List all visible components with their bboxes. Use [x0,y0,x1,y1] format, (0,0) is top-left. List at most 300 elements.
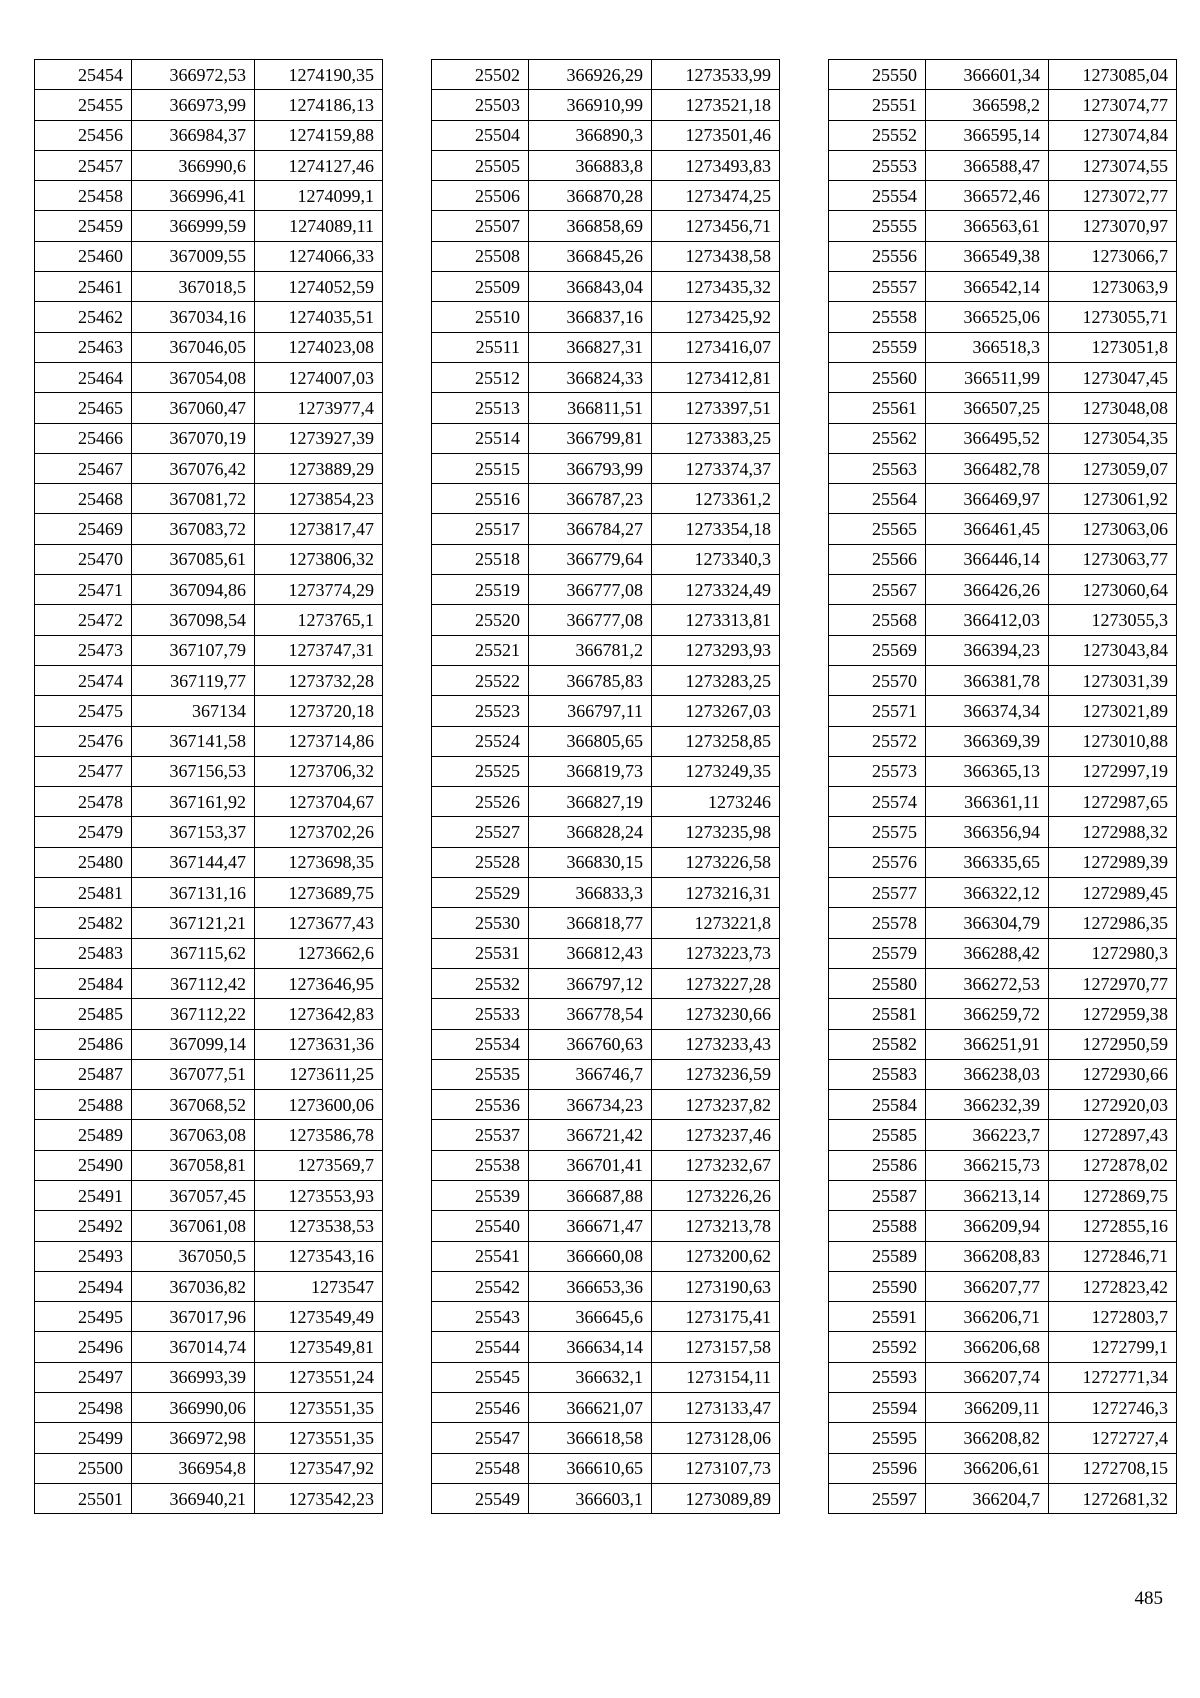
y-coordinate-cell: 1273190,63 [652,1271,780,1301]
point-number-cell: 25564 [829,484,926,514]
coordinates-table-1 [34,59,383,1514]
table-row [35,1423,383,1453]
x-coordinate-cell: 366777,08 [529,605,652,635]
table-row [829,696,1177,726]
table-row [829,1150,1177,1180]
y-coordinate-cell: 1273133,47 [652,1393,780,1423]
point-number-cell: 25533 [432,999,529,1029]
table-row [432,514,780,544]
x-coordinate-cell: 366645,6 [529,1302,652,1332]
y-coordinate-cell: 1272803,7 [1049,1302,1177,1332]
y-coordinate-cell: 1273313,81 [652,605,780,635]
table-row [432,1211,780,1241]
point-number-cell: 25508 [432,241,529,271]
point-number-cell: 25557 [829,272,926,302]
point-number-cell: 25579 [829,938,926,968]
page-number: 485 [1134,1588,1163,1609]
point-number-cell: 25455 [35,90,132,120]
x-coordinate-cell: 366374,34 [926,696,1049,726]
table-row [35,1059,383,1089]
y-coordinate-cell: 1274052,59 [255,272,383,302]
x-coordinate-cell: 366870,28 [529,181,652,211]
point-number-cell: 25531 [432,938,529,968]
y-coordinate-cell: 1273107,73 [652,1453,780,1483]
x-coordinate-cell: 366549,38 [926,241,1049,271]
point-number-cell: 25478 [35,787,132,817]
table-row [432,1302,780,1332]
point-number-cell: 25562 [829,423,926,453]
table-row [35,1393,383,1423]
x-coordinate-cell: 366996,41 [132,181,255,211]
y-coordinate-cell: 1272681,32 [1049,1483,1177,1513]
table-row [35,211,383,241]
x-coordinate-cell: 366671,47 [529,1211,652,1241]
x-coordinate-cell: 367121,21 [132,908,255,938]
y-coordinate-cell: 1273226,58 [652,847,780,877]
x-coordinate-cell: 366272,53 [926,968,1049,998]
point-number-cell: 25586 [829,1150,926,1180]
table-row [432,90,780,120]
table-row [432,696,780,726]
y-coordinate-cell: 1273283,25 [652,665,780,695]
table-row [35,362,383,392]
x-coordinate-cell: 366208,83 [926,1241,1049,1271]
y-coordinate-cell: 1273547 [255,1271,383,1301]
x-coordinate-cell: 366883,8 [529,150,652,180]
table-row [432,1362,780,1392]
table-row [432,878,780,908]
point-number-cell: 25464 [35,362,132,392]
x-coordinate-cell: 366830,15 [529,847,652,877]
table-row [829,787,1177,817]
y-coordinate-cell: 1272897,43 [1049,1120,1177,1150]
point-number-cell: 25479 [35,817,132,847]
x-coordinate-cell: 366833,3 [529,878,652,908]
table-row [829,181,1177,211]
x-coordinate-cell: 366259,72 [926,999,1049,1029]
point-number-cell: 25470 [35,544,132,574]
x-coordinate-cell: 367144,47 [132,847,255,877]
point-number-cell: 25506 [432,181,529,211]
table-row [35,423,383,453]
x-coordinate-cell: 366361,11 [926,787,1049,817]
table-row [35,1332,383,1362]
table-row [829,968,1177,998]
point-number-cell: 25518 [432,544,529,574]
point-number-cell: 25490 [35,1150,132,1180]
y-coordinate-cell: 1273543,16 [255,1241,383,1271]
point-number-cell: 25592 [829,1332,926,1362]
table-row [432,362,780,392]
y-coordinate-cell: 1273611,25 [255,1059,383,1089]
y-coordinate-cell: 1273569,7 [255,1150,383,1180]
point-number-cell: 25516 [432,484,529,514]
x-coordinate-cell: 366621,07 [529,1393,652,1423]
table-row [432,1453,780,1483]
y-coordinate-cell: 1273340,3 [652,544,780,574]
table-row [35,756,383,786]
x-coordinate-cell: 366610,65 [529,1453,652,1483]
y-coordinate-cell: 1273977,4 [255,393,383,423]
table-row [829,635,1177,665]
y-coordinate-cell: 1273063,06 [1049,514,1177,544]
point-number-cell: 25515 [432,453,529,483]
point-number-cell: 25558 [829,302,926,332]
table-row [432,635,780,665]
coordinates-table-3 [828,59,1177,1514]
table-row [432,726,780,756]
point-number-cell: 25500 [35,1453,132,1483]
x-coordinate-cell: 366973,99 [132,90,255,120]
table-row [829,120,1177,150]
y-coordinate-cell: 1273551,35 [255,1393,383,1423]
y-coordinate-cell: 1272799,1 [1049,1332,1177,1362]
table-row [35,968,383,998]
point-number-cell: 25468 [35,484,132,514]
table-row [35,90,383,120]
y-coordinate-cell: 1272987,65 [1049,787,1177,817]
y-coordinate-cell: 1273066,7 [1049,241,1177,271]
table-row [432,665,780,695]
table-row [829,1453,1177,1483]
x-coordinate-cell: 367161,92 [132,787,255,817]
x-coordinate-cell: 366304,79 [926,908,1049,938]
table-row [432,817,780,847]
table-row [35,181,383,211]
x-coordinate-cell: 367081,72 [132,484,255,514]
y-coordinate-cell: 1273074,84 [1049,120,1177,150]
x-coordinate-cell: 366507,25 [926,393,1049,423]
x-coordinate-cell: 366588,47 [926,150,1049,180]
point-number-cell: 25572 [829,726,926,756]
point-number-cell: 25483 [35,938,132,968]
y-coordinate-cell: 1273226,26 [652,1180,780,1210]
y-coordinate-cell: 1273154,11 [652,1362,780,1392]
y-coordinate-cell: 1273074,55 [1049,150,1177,180]
x-coordinate-cell: 366999,59 [132,211,255,241]
table-row [829,1423,1177,1453]
point-number-cell: 25544 [432,1332,529,1362]
point-number-cell: 25545 [432,1362,529,1392]
point-number-cell: 25463 [35,332,132,362]
x-coordinate-cell: 366843,04 [529,272,652,302]
point-number-cell: 25575 [829,817,926,847]
y-coordinate-cell: 1274089,11 [255,211,383,241]
point-number-cell: 25578 [829,908,926,938]
y-coordinate-cell: 1273714,86 [255,726,383,756]
table-row [35,878,383,908]
y-coordinate-cell: 1273157,58 [652,1332,780,1362]
x-coordinate-cell: 366412,03 [926,605,1049,635]
x-coordinate-cell: 366781,2 [529,635,652,665]
x-coordinate-cell: 366827,19 [529,787,652,817]
y-coordinate-cell: 1273438,58 [652,241,780,271]
x-coordinate-cell: 366634,14 [529,1332,652,1362]
x-coordinate-cell: 366525,06 [926,302,1049,332]
point-number-cell: 25457 [35,150,132,180]
point-number-cell: 25461 [35,272,132,302]
table-row [35,726,383,756]
x-coordinate-cell: 366993,39 [132,1362,255,1392]
y-coordinate-cell: 1272959,38 [1049,999,1177,1029]
x-coordinate-cell: 367009,55 [132,241,255,271]
y-coordinate-cell: 1273704,67 [255,787,383,817]
x-coordinate-cell: 366572,46 [926,181,1049,211]
x-coordinate-cell: 366204,7 [926,1483,1049,1513]
point-number-cell: 25503 [432,90,529,120]
point-number-cell: 25467 [35,453,132,483]
x-coordinate-cell: 366910,99 [529,90,652,120]
y-coordinate-cell: 1273854,23 [255,484,383,514]
x-coordinate-cell: 366482,78 [926,453,1049,483]
point-number-cell: 25494 [35,1271,132,1301]
y-coordinate-cell: 1274186,13 [255,90,383,120]
table-row [432,756,780,786]
table-row [829,726,1177,756]
point-number-cell: 25488 [35,1090,132,1120]
coordinates-table-2 [431,59,780,1514]
point-number-cell: 25591 [829,1302,926,1332]
y-coordinate-cell: 1273501,46 [652,120,780,150]
point-number-cell: 25550 [829,60,926,90]
point-number-cell: 25521 [432,635,529,665]
point-number-cell: 25495 [35,1302,132,1332]
table-row [829,1180,1177,1210]
table-row [35,393,383,423]
point-number-cell: 25484 [35,968,132,998]
point-number-cell: 25583 [829,1059,926,1089]
y-coordinate-cell: 1274190,35 [255,60,383,90]
x-coordinate-cell: 366837,16 [529,302,652,332]
y-coordinate-cell: 1272970,77 [1049,968,1177,998]
point-number-cell: 25549 [432,1483,529,1513]
point-number-cell: 25525 [432,756,529,786]
table-row [35,696,383,726]
x-coordinate-cell: 366206,68 [926,1332,1049,1362]
y-coordinate-cell: 1272823,42 [1049,1271,1177,1301]
x-coordinate-cell: 366926,29 [529,60,652,90]
point-number-cell: 25552 [829,120,926,150]
y-coordinate-cell: 1273232,67 [652,1150,780,1180]
x-coordinate-cell: 366779,64 [529,544,652,574]
table-row [829,211,1177,241]
x-coordinate-cell: 367076,42 [132,453,255,483]
table-row [35,575,383,605]
table-row [829,1362,1177,1392]
y-coordinate-cell: 1273435,32 [652,272,780,302]
y-coordinate-cell: 1273600,06 [255,1090,383,1120]
point-number-cell: 25522 [432,665,529,695]
point-number-cell: 25469 [35,514,132,544]
point-number-cell: 25536 [432,1090,529,1120]
table-row [432,1180,780,1210]
x-coordinate-cell: 367063,08 [132,1120,255,1150]
x-coordinate-cell: 366469,97 [926,484,1049,514]
table-row [35,1211,383,1241]
table-row [829,150,1177,180]
y-coordinate-cell: 1273054,35 [1049,423,1177,453]
x-coordinate-cell: 366223,7 [926,1120,1049,1150]
point-number-cell: 25565 [829,514,926,544]
point-number-cell: 25497 [35,1362,132,1392]
point-number-cell: 25502 [432,60,529,90]
point-number-cell: 25576 [829,847,926,877]
table-row [829,1120,1177,1150]
y-coordinate-cell: 1273059,07 [1049,453,1177,483]
point-number-cell: 25571 [829,696,926,726]
x-coordinate-cell: 366787,23 [529,484,652,514]
table-row [829,817,1177,847]
point-number-cell: 25459 [35,211,132,241]
table-row [432,1120,780,1150]
y-coordinate-cell: 1273324,49 [652,575,780,605]
y-coordinate-cell: 1273237,46 [652,1120,780,1150]
x-coordinate-cell: 366701,41 [529,1150,652,1180]
point-number-cell: 25570 [829,665,926,695]
y-coordinate-cell: 1273216,31 [652,878,780,908]
point-number-cell: 25574 [829,787,926,817]
table-row [35,150,383,180]
x-coordinate-cell: 366824,33 [529,362,652,392]
x-coordinate-cell: 366598,2 [926,90,1049,120]
table-row [35,1453,383,1483]
x-coordinate-cell: 366687,88 [529,1180,652,1210]
point-number-cell: 25597 [829,1483,926,1513]
y-coordinate-cell: 1273021,89 [1049,696,1177,726]
point-number-cell: 25456 [35,120,132,150]
x-coordinate-cell: 366784,27 [529,514,652,544]
x-coordinate-cell: 367112,22 [132,999,255,1029]
point-number-cell: 25541 [432,1241,529,1271]
x-coordinate-cell: 367134 [132,696,255,726]
point-number-cell: 25491 [35,1180,132,1210]
y-coordinate-cell: 1272920,03 [1049,1090,1177,1120]
table-row [432,575,780,605]
point-number-cell: 25555 [829,211,926,241]
x-coordinate-cell: 367153,37 [132,817,255,847]
y-coordinate-cell: 1272878,02 [1049,1150,1177,1180]
y-coordinate-cell: 1273702,26 [255,817,383,847]
table-row [829,514,1177,544]
y-coordinate-cell: 1273010,88 [1049,726,1177,756]
table-row [829,605,1177,635]
y-coordinate-cell: 1273060,64 [1049,575,1177,605]
y-coordinate-cell: 1273200,62 [652,1241,780,1271]
x-coordinate-cell: 366818,77 [529,908,652,938]
x-coordinate-cell: 366446,14 [926,544,1049,574]
table-row [829,484,1177,514]
point-number-cell: 25526 [432,787,529,817]
x-coordinate-cell: 366542,14 [926,272,1049,302]
y-coordinate-cell: 1273542,23 [255,1483,383,1513]
x-coordinate-cell: 366603,1 [529,1483,652,1513]
x-coordinate-cell: 366954,8 [132,1453,255,1483]
x-coordinate-cell: 366812,43 [529,938,652,968]
table-row [829,1211,1177,1241]
table-row [829,1483,1177,1513]
point-number-cell: 25538 [432,1150,529,1180]
y-coordinate-cell: 1273361,2 [652,484,780,514]
table-row [829,544,1177,574]
point-number-cell: 25551 [829,90,926,120]
x-coordinate-cell: 366209,11 [926,1393,1049,1423]
x-coordinate-cell: 366601,34 [926,60,1049,90]
y-coordinate-cell: 1272989,39 [1049,847,1177,877]
y-coordinate-cell: 1273474,25 [652,181,780,211]
table-row [35,544,383,574]
table-row [432,938,780,968]
x-coordinate-cell: 366890,3 [529,120,652,150]
table-row [432,332,780,362]
x-coordinate-cell: 366653,36 [529,1271,652,1301]
x-coordinate-cell: 367060,47 [132,393,255,423]
table-row [829,1271,1177,1301]
y-coordinate-cell: 1273055,3 [1049,605,1177,635]
y-coordinate-cell: 1272708,15 [1049,1453,1177,1483]
table-row [829,60,1177,90]
x-coordinate-cell: 367112,42 [132,968,255,998]
table-row [432,120,780,150]
x-coordinate-cell: 366461,45 [926,514,1049,544]
y-coordinate-cell: 1273425,92 [652,302,780,332]
point-number-cell: 25567 [829,575,926,605]
table-row [829,999,1177,1029]
x-coordinate-cell: 366356,94 [926,817,1049,847]
y-coordinate-cell: 1274066,33 [255,241,383,271]
table-row [432,1393,780,1423]
y-coordinate-cell: 1273747,31 [255,635,383,665]
point-number-cell: 25540 [432,1211,529,1241]
point-number-cell: 25527 [432,817,529,847]
table-row [432,605,780,635]
x-coordinate-cell: 366209,94 [926,1211,1049,1241]
point-number-cell: 25512 [432,362,529,392]
x-coordinate-cell: 366207,74 [926,1362,1049,1392]
y-coordinate-cell: 1273043,84 [1049,635,1177,665]
table-row [432,999,780,1029]
point-number-cell: 25553 [829,150,926,180]
point-number-cell: 25584 [829,1090,926,1120]
table-row [432,60,780,90]
table-row [829,393,1177,423]
point-number-cell: 25499 [35,1423,132,1453]
point-number-cell: 25474 [35,665,132,695]
table-row [35,635,383,665]
point-number-cell: 25524 [432,726,529,756]
table-row [432,423,780,453]
x-coordinate-cell: 366760,63 [529,1029,652,1059]
point-number-cell: 25498 [35,1393,132,1423]
x-coordinate-cell: 366322,12 [926,878,1049,908]
y-coordinate-cell: 1273549,49 [255,1302,383,1332]
y-coordinate-cell: 1273230,66 [652,999,780,1029]
x-coordinate-cell: 367058,81 [132,1150,255,1180]
point-number-cell: 25510 [432,302,529,332]
table-row [35,665,383,695]
table-row [432,150,780,180]
point-number-cell: 25581 [829,999,926,1029]
y-coordinate-cell: 1273070,97 [1049,211,1177,241]
y-coordinate-cell: 1273662,6 [255,938,383,968]
y-coordinate-cell: 1272986,35 [1049,908,1177,938]
point-number-cell: 25532 [432,968,529,998]
y-coordinate-cell: 1272980,3 [1049,938,1177,968]
x-coordinate-cell: 367036,82 [132,1271,255,1301]
y-coordinate-cell: 1273732,28 [255,665,383,695]
point-number-cell: 25476 [35,726,132,756]
point-number-cell: 25471 [35,575,132,605]
table-row [829,272,1177,302]
